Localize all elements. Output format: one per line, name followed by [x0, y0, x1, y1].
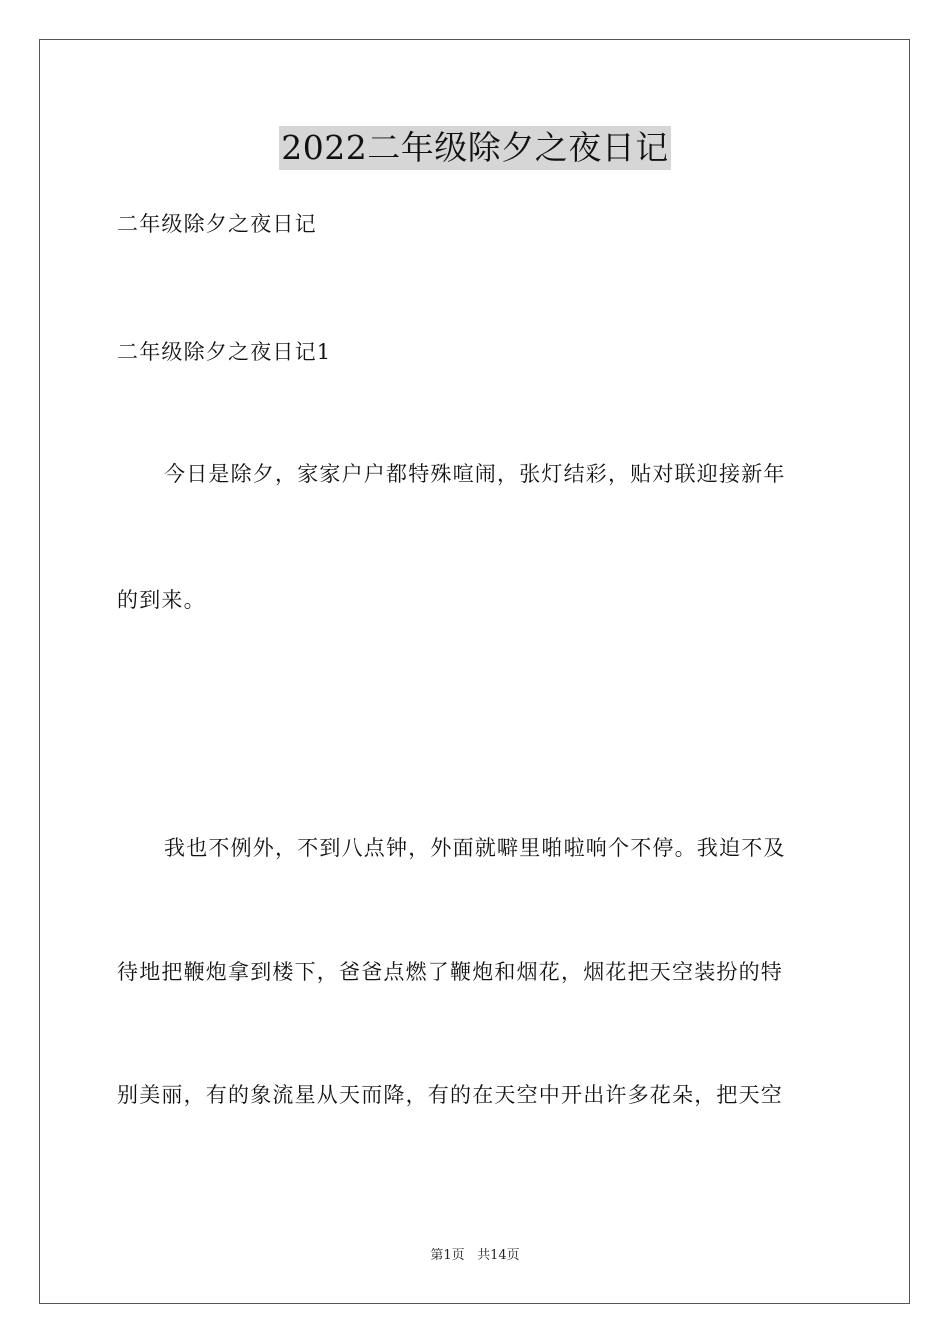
- document-title: [0, 126, 950, 170]
- document-title-text: 2022二年级除夕之夜日记: [279, 126, 670, 170]
- section-heading: 二年级除夕之夜日记1: [117, 340, 332, 364]
- paragraph-2-line-3: 别美丽，有的象流星从天而降，有的在天空中开出许多花朵，把天空: [117, 1083, 783, 1107]
- paragraph-1-line-2: 的到来。: [117, 588, 206, 612]
- page-footer: [0, 1247, 950, 1265]
- document-subtitle: 二年级除夕之夜日记: [117, 212, 317, 236]
- paragraph-1-line-1: 今日是除夕，家家户户都特殊喧闹，张灯结彩，贴对联迎接新年: [164, 462, 786, 486]
- page-number: 第1页: [430, 1248, 465, 1263]
- paragraph-2-line-1: 我也不例外，不到八点钟，外面就噼里啪啦响个不停。我迫不及: [164, 836, 786, 860]
- paragraph-2-line-2: 待地把鞭炮拿到楼下，爸爸点燃了鞭炮和烟花，烟花把天空装扮的特: [117, 960, 783, 984]
- page-total: 共14页: [477, 1248, 520, 1263]
